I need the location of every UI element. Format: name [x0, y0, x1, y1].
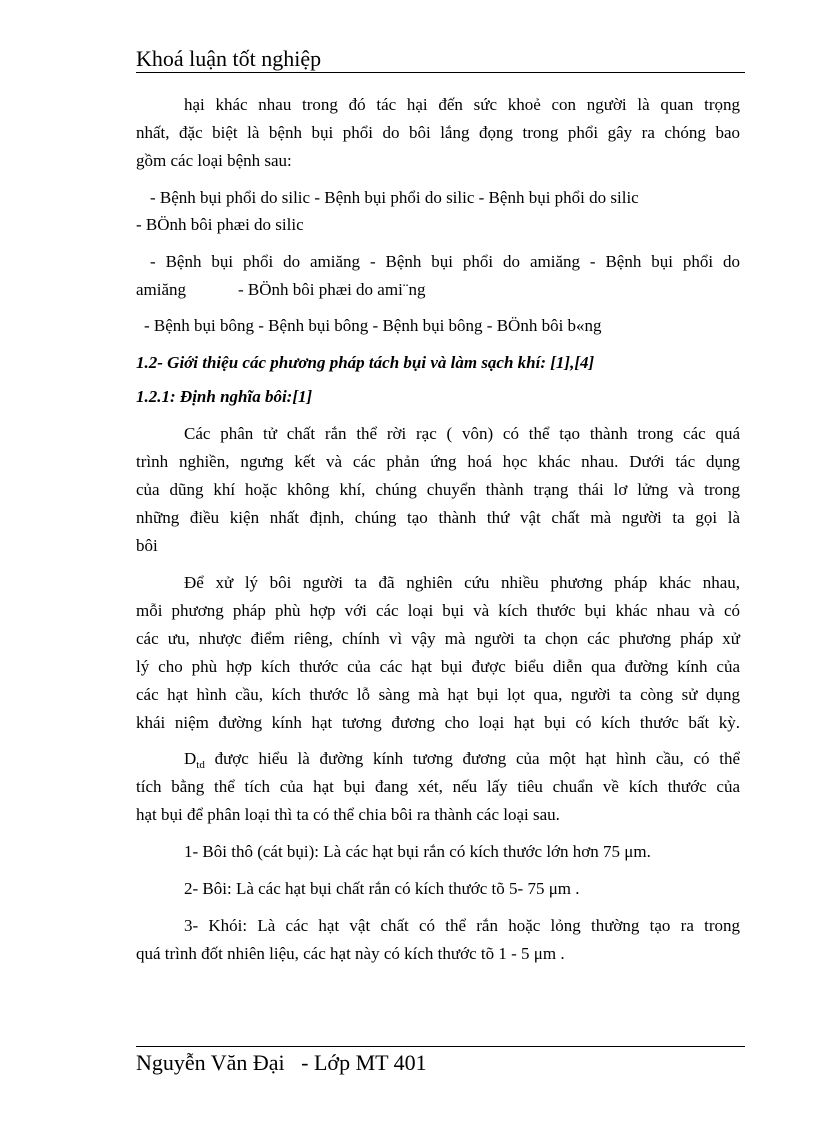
paragraph-line: trình nghiền, ngưng kết và các phản ứng hoá học khác nhau. Dưới tác dụng: [136, 452, 740, 471]
paragraph-line: hạt bụi để phân loại thì ta có thể chia bôi ra thành các loại sau.: [136, 805, 560, 824]
paragraph-line: khái niệm đường kính hạt tương đương cho loại hạt bụi có kích thước bất kỳ.: [136, 713, 740, 732]
paragraph-line: Để xử lý bôi người ta đã nghiên cứu nhiều phương pháp khác nhau,: [184, 573, 740, 592]
dtd-symbol: D: [184, 749, 197, 768]
paragraph-line: gồm các loại bệnh sau:: [136, 151, 292, 170]
paragraph-line: lý cho phù hợp kích thước của các hạt bụi được biểu diễn qua đường kính của: [136, 657, 740, 676]
list-item: 2- Bôi: Là các hạt bụi chất rắn có kích thước tõ 5- 75 μm .: [184, 879, 580, 898]
paragraph-line: những điều kiện nhất định, chúng tạo thành thứ vật chất mà người ta gọi là: [136, 508, 740, 527]
paragraph-line: các hạt hình cầu, kích thước lỗ sàng mà hạt bụi lọt qua, người ta còng sử dụng: [136, 685, 740, 704]
paragraph-line: Các phân tử chất rắn thể rời rạc ( vôn) có thể tạo thành trong các quá: [184, 424, 740, 443]
dtd-subscript: td: [196, 759, 205, 771]
page-header: [136, 46, 745, 73]
section-heading: 1.2- Giới thiệu các phương pháp tách bụi và làm sạch khí: [1],[4]: [136, 353, 595, 372]
paragraph-line: hại khác nhau trong đó tác hại đến sức khoẻ con người là quan trọng: [184, 95, 740, 114]
paragraph-line: các ưu, nhược điểm riêng, chính vì vậy mà người ta chọn các phương pháp xử: [136, 629, 740, 648]
list-item: - Bệnh bụi phổi do amiăng - Bệnh bụi phổi do amiăng - Bệnh bụi phổi do: [150, 252, 740, 271]
paragraph-line: tích bằng thể tích của hạt bụi đang xét, nếu lấy tiêu chuẩn về kích thước của: [136, 777, 740, 796]
list-item: amiăng: [136, 280, 187, 299]
paragraph-line: [136, 746, 740, 772]
subsection-heading: 1.2.1: Định nghĩa bôi:[1]: [136, 387, 313, 406]
list-item: - BÖnh bôi phæi do ami¨ng: [238, 280, 426, 299]
list-item: 1- Bôi thô (cát bụi): Là các hạt bụi rắn có kích thước lớn hơn 75 μm.: [184, 842, 651, 861]
paragraph-line: nhất, đặc biệt là bệnh bụi phổi do bôi lắng đọng trong phổi gây ra chóng bao: [136, 123, 740, 142]
list-item: - Bệnh bụi phổi do silic - Bệnh bụi phổi do silic - Bệnh bụi phổi do silic: [150, 188, 639, 207]
list-item: - BÖnh bôi phæi do silic: [136, 215, 304, 234]
paragraph-line: của dũng khí hoặc không khí, chúng chuyển thành trạng thái lơ lửng và trong: [136, 480, 740, 499]
paragraph-text: được hiểu là đường kính tương đương của một hạt hình cầu, có thể: [204, 749, 740, 768]
page-footer: Nguyễn Văn Đại - Lớp MT 401: [136, 1050, 427, 1075]
paragraph-line: mỗi phương pháp phù hợp với các loại bụi và kích thước bụi khác nhau và có: [136, 601, 740, 620]
list-item: 3- Khói: Là các hạt vật chất có thể rắn hoặc lỏng thường tạo ra trong: [184, 916, 740, 935]
paragraph-line: bôi: [136, 536, 158, 555]
list-item: - Bệnh bụi bông - Bệnh bụi bông - Bệnh bụi bông - BÖnh bôi b«ng: [144, 316, 602, 335]
header-title: Khoá luận tốt nghiệp: [136, 46, 322, 71]
list-item: quá trình đốt nhiên liệu, các hạt này có kích thước tõ 1 - 5 μm .: [136, 944, 565, 963]
